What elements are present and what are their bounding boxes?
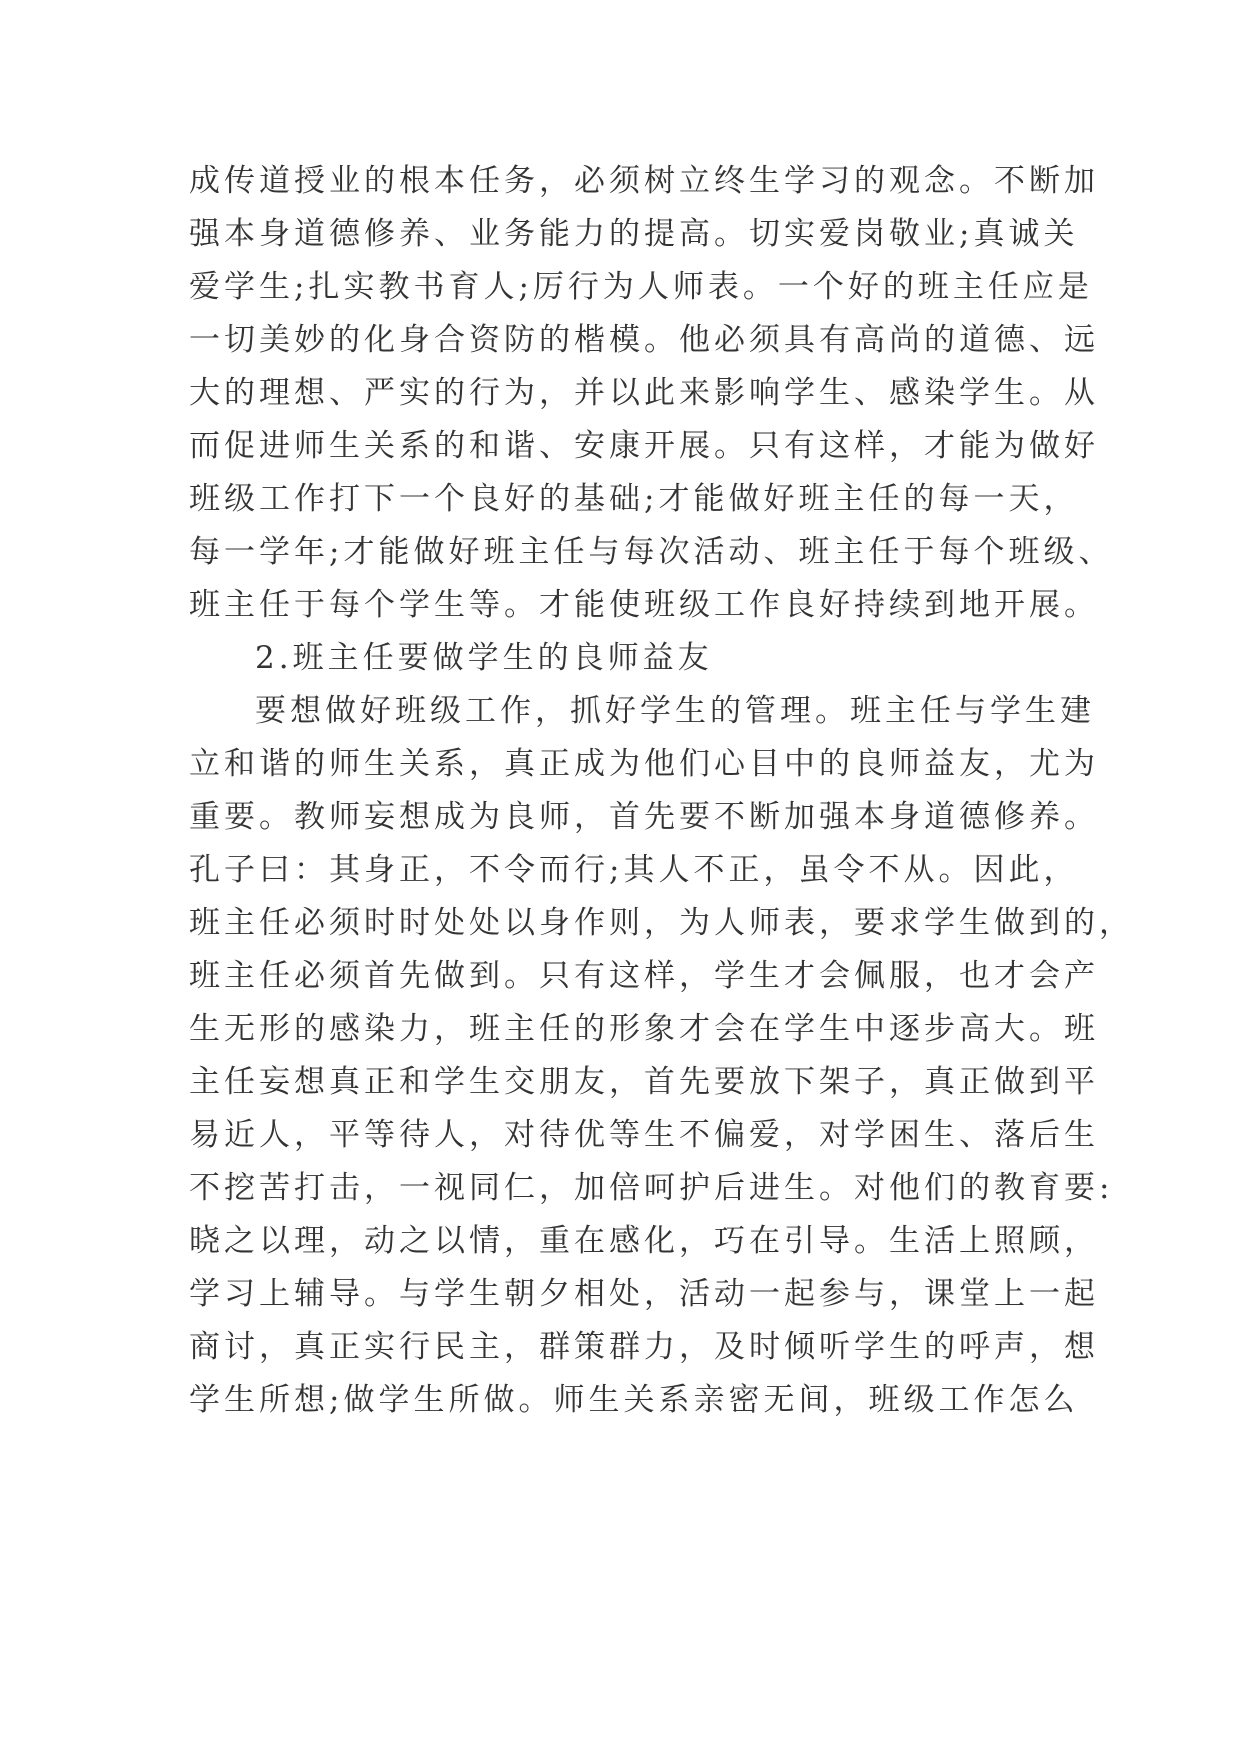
text-line: 立和谐的师生关系，真正成为他们心目中的良师益友，尤为 bbox=[189, 746, 1099, 782]
text-line: 成传道授业的根本任务，必须树立终生学习的观念。不断加 bbox=[189, 163, 1099, 199]
text-line: 商讨，真正实行民主，群策群力，及时倾听学生的呼声，想 bbox=[189, 1329, 1099, 1365]
text-line: 一切美妙的化身合资防的楷模。他必须具有高尚的道德、远 bbox=[189, 322, 1099, 358]
text-line: 班级工作打下一个良好的基础;才能做好班主任的每一天， bbox=[189, 481, 1079, 517]
body-text bbox=[189, 155, 1134, 1427]
paragraph-start-line: 要想做好班级工作，抓好学生的管理。班主任与学生建 bbox=[255, 693, 1095, 729]
text-line: 易近人，平等待人，对待优等生不偏爱，对学困生、落后生 bbox=[189, 1117, 1099, 1153]
text-line: 重要。教师妄想成为良师，首先要不断加强本身道德修养。 bbox=[189, 799, 1099, 835]
section-heading: 2.班主任要做学生的良师益友 bbox=[255, 640, 713, 676]
text-line: 班主任于每个学生等。才能使班级工作良好持续到地开展。 bbox=[189, 587, 1099, 623]
text-line: 而促进师生关系的和谐、安康开展。只有这样，才能为做好 bbox=[189, 428, 1099, 464]
text-line: 生无形的感染力，班主任的形象才会在学生中逐步高大。班 bbox=[189, 1011, 1099, 1047]
text-line: 主任妄想真正和学生交朋友，首先要放下架子，真正做到平 bbox=[189, 1064, 1099, 1100]
text-line: 不挖苦打击，一视同仁，加倍呵护后进生。对他们的教育要: bbox=[189, 1170, 1114, 1206]
text-line: 孔子曰：其身正，不令而行;其人不正，虽令不从。因此， bbox=[189, 852, 1079, 888]
text-line: 爱学生;扎实教书育人;厉行为人师表。一个好的班主任应是 bbox=[189, 269, 1093, 305]
text-line: 学习上辅导。与学生朝夕相处，活动一起参与，课堂上一起 bbox=[189, 1276, 1099, 1312]
text-line: 大的理想、严实的行为，并以此来影响学生、感染学生。从 bbox=[189, 375, 1099, 411]
text-line: 班主任必须时时处处以身作则，为人师表，要求学生做到的， bbox=[189, 905, 1134, 941]
text-line: 晓之以理，动之以情，重在感化，巧在引导。生活上照顾， bbox=[189, 1223, 1099, 1259]
text-line: 每一学年;才能做好班主任与每次活动、班主任于每个班级、 bbox=[189, 534, 1114, 570]
text-line: 班主任必须首先做到。只有这样，学生才会佩服，也才会产 bbox=[189, 958, 1099, 994]
text-line: 学生所想;做学生所做。师生关系亲密无间，班级工作怎么 bbox=[189, 1382, 1079, 1418]
text-line: 强本身道德修养、业务能力的提高。切实爱岗敬业;真诚关 bbox=[189, 216, 1079, 252]
